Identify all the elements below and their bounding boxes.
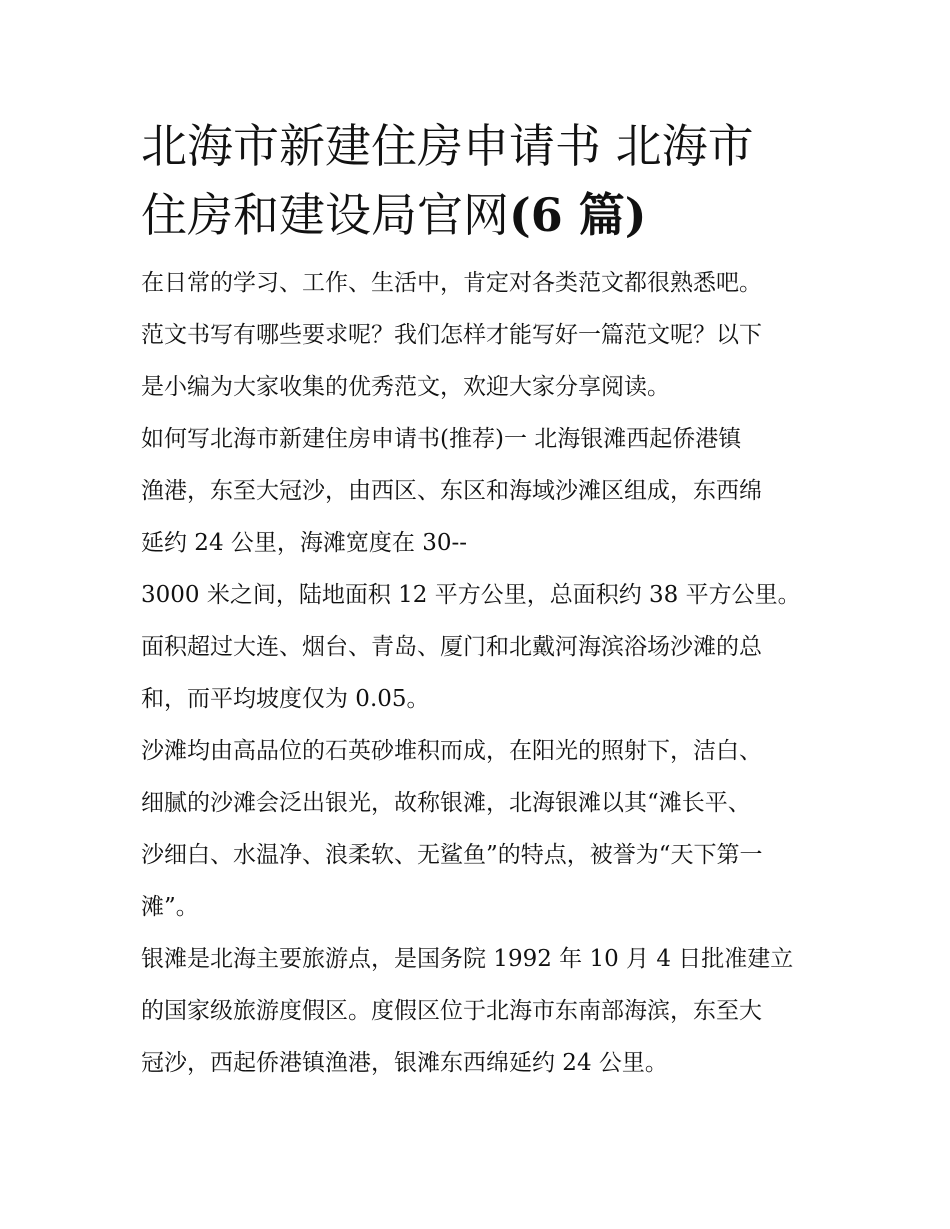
document-content [141, 112, 813, 1089]
text-line: 沙细白、水温净、浪柔软、无鲨鱼”的特点，被誉为“天下第一 [141, 842, 763, 868]
text-line: 是小编为大家收集的优秀范文，欢迎大家分享阅读。 [141, 374, 670, 400]
text-line: 细腻的沙滩会泛出银光，故称银滩，北海银滩以其“滩长平、 [141, 790, 751, 816]
text-line: 范文书写有哪些要求呢？我们怎样才能写好一篇范文呢？以下 [141, 322, 762, 348]
title-text: 住房和建设局官网 [141, 188, 509, 242]
text-line: 在日常的学习、工作、生活中，肯定对各类范文都很熟悉吧。 [141, 270, 762, 296]
text-line: 延约 24 公里，海滩宽度在 30-- [141, 530, 468, 556]
paragraph [141, 257, 813, 413]
text-line: 3000 米之间，陆地面积 12 平方公里，总面积约 38 平方公里。 [141, 582, 801, 608]
paragraph [141, 725, 813, 933]
text-line: 银滩是北海主要旅游点，是国务院 1992 年 10 月 4 日批准建立 [141, 946, 794, 972]
paragraph [141, 569, 813, 725]
text-line: 的国家级旅游度假区。度假区位于北海市东南部海滨，东至大 [141, 998, 762, 1024]
text-line: 渔港，东至大冠沙，由西区、东区和海域沙滩区组成，东西绵 [141, 478, 762, 504]
text-line: 滩”。 [141, 894, 199, 920]
document-body [141, 257, 813, 1089]
paragraph [141, 413, 813, 569]
text-line: 如何写北海市新建住房申请书(推荐)一 北海银滩西起侨港镇 [141, 426, 742, 452]
title-count: (6 篇) [509, 188, 647, 242]
title-line: 北海市新建住房申请书 北海市 [141, 119, 754, 173]
title-line [141, 181, 813, 250]
document-title [141, 112, 813, 250]
text-line: 和，而平均坡度仅为 0.05。 [141, 686, 430, 712]
text-line: 面积超过大连、烟台、青岛、厦门和北戴河海滨浴场沙滩的总 [141, 634, 762, 660]
paragraph [141, 933, 813, 1089]
text-line: 沙滩均由高品位的石英砂堆积而成，在阳光的照射下，洁白、 [141, 738, 762, 764]
text-line: 冠沙，西起侨港镇渔港，银滩东西绵延约 24 公里。 [141, 1050, 668, 1076]
